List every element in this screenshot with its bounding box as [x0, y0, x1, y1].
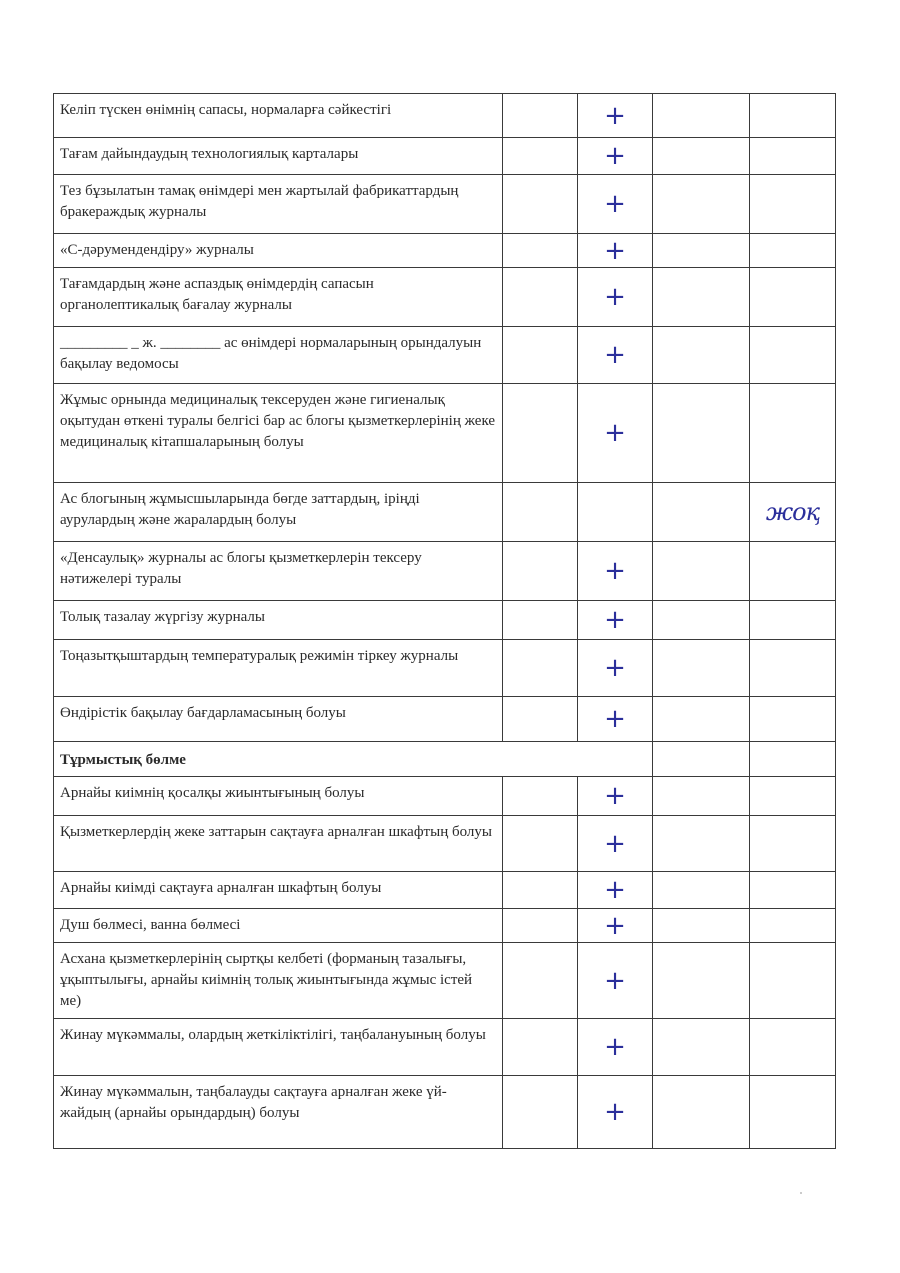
mark-cell-col4 — [653, 1019, 750, 1076]
mark-cell-col3 — [578, 1076, 653, 1149]
mark-cell-col2 — [503, 909, 578, 943]
mark-cell-col5 — [750, 138, 836, 175]
mark-cell-col4 — [653, 777, 750, 816]
mark-cell-col4 — [653, 327, 750, 384]
table-row — [54, 816, 836, 872]
handwritten-plus-mark: + — [604, 282, 626, 312]
item-text: Келіп түскен өнімнің сапасы, нормаларға сәйкестігі — [54, 94, 503, 138]
mark-cell-col2 — [503, 327, 578, 384]
mark-cell-col5 — [750, 872, 836, 909]
handwritten-plus-mark: + — [604, 556, 626, 586]
mark-cell-col4 — [653, 483, 750, 542]
mark-cell-col2 — [503, 872, 578, 909]
mark-cell-col2 — [503, 1019, 578, 1076]
mark-cell-col5 — [750, 697, 836, 742]
handwritten-plus-mark: + — [604, 141, 626, 171]
section-header-row — [54, 742, 836, 777]
item-text: Тоңазытқыштардың температуралық режимін тіркеу журналы — [54, 640, 503, 697]
handwritten-plus-mark: + — [604, 910, 626, 941]
mark-cell-col3 — [578, 872, 653, 909]
mark-cell-col2 — [503, 1076, 578, 1149]
mark-cell-col3 — [578, 384, 653, 483]
mark-cell-col2 — [503, 384, 578, 483]
mark-cell-col5 — [750, 327, 836, 384]
mark-cell-col5 — [750, 175, 836, 234]
mark-cell-col5 — [750, 742, 836, 777]
mark-cell-col3 — [578, 234, 653, 268]
handwritten-plus-mark: + — [604, 605, 626, 635]
mark-cell-col4 — [653, 234, 750, 268]
mark-cell-col4 — [653, 816, 750, 872]
mark-cell-col5 — [750, 943, 836, 1019]
table-row — [54, 268, 836, 327]
mark-cell-col4 — [653, 384, 750, 483]
table-row — [54, 640, 836, 697]
table-row — [54, 1019, 836, 1076]
mark-cell-col2 — [503, 138, 578, 175]
handwritten-plus-mark: + — [604, 828, 626, 859]
item-text: Ас блогының жұмысшыларында бөгде заттардың, іріңді аурулардың және жаралардың болуы — [54, 483, 503, 542]
handwritten-plus-mark: + — [604, 1032, 626, 1062]
mark-cell-col4 — [653, 640, 750, 697]
mark-cell-col3 — [578, 94, 653, 138]
mark-cell-col2 — [503, 234, 578, 268]
mark-cell-col3 — [578, 943, 653, 1019]
mark-cell-col2 — [503, 640, 578, 697]
mark-cell-col4 — [653, 909, 750, 943]
table-row — [54, 94, 836, 138]
item-text: Душ бөлмесі, ванна бөлмесі — [54, 909, 503, 943]
table-row — [54, 542, 836, 601]
mark-cell-col5 — [750, 601, 836, 640]
scan-speck — [800, 1192, 802, 1194]
item-text: «Денсаулық» журналы ас блогы қызметкерлерін тексеру нәтижелері туралы — [54, 542, 503, 601]
table-row — [54, 872, 836, 909]
mark-cell-col3 — [578, 640, 653, 697]
mark-cell-col5 — [750, 483, 836, 542]
mark-cell-col4 — [653, 601, 750, 640]
item-text: Өндірістік бақылау бағдарламасының болуы — [54, 697, 503, 742]
mark-cell-col4 — [653, 943, 750, 1019]
item-text: Жұмыс орнында медициналық тексеруден және гигиеналық оқытудан өткені туралы белгісі бар ас блогы қызметкерлерінің жеке медициналық кітапшаларының болуы — [54, 384, 503, 483]
mark-cell-col3 — [578, 601, 653, 640]
table-row — [54, 138, 836, 175]
mark-cell-col2 — [503, 601, 578, 640]
table-row — [54, 909, 836, 943]
handwritten-plus-mark: + — [604, 100, 626, 131]
mark-cell-col5 — [750, 542, 836, 601]
mark-cell-col2 — [503, 697, 578, 742]
mark-cell-col5 — [750, 268, 836, 327]
item-text: Тағам дайындаудың технологиялық карталары — [54, 138, 503, 175]
handwritten-plus-mark: + — [604, 235, 626, 266]
table-row — [54, 777, 836, 816]
handwritten-plus-mark: + — [604, 418, 626, 448]
mark-cell-col5 — [750, 816, 836, 872]
inspection-checklist-table — [53, 93, 836, 1149]
item-text: Қызметкерлердің жеке заттарын сақтауға арналған шкафтың болуы — [54, 816, 503, 872]
item-text: Жинау мүкәммалы, олардың жеткіліктілігі, таңбалануының болуы — [54, 1019, 503, 1076]
mark-cell-col2 — [503, 175, 578, 234]
mark-cell-col3 — [578, 483, 653, 542]
mark-cell-col4 — [653, 1076, 750, 1149]
mark-cell-col5 — [750, 94, 836, 138]
handwritten-plus-mark: + — [604, 875, 626, 905]
mark-cell-col2 — [503, 268, 578, 327]
mark-cell-col4 — [653, 542, 750, 601]
mark-cell-col3 — [578, 1019, 653, 1076]
mark-cell-col5 — [750, 1076, 836, 1149]
table-row — [54, 483, 836, 542]
mark-cell-col3 — [578, 175, 653, 234]
item-text: Асхана қызметкерлерінің сыртқы келбеті (форманың тазалығы, ұқыптылығы, арнайы киімнің толық жиынтығында жұмыс істей ме) — [54, 943, 503, 1019]
table-row — [54, 1076, 836, 1149]
mark-cell-col2 — [503, 94, 578, 138]
table-row — [54, 327, 836, 384]
mark-cell-col5 — [750, 640, 836, 697]
mark-cell-col4 — [653, 697, 750, 742]
item-text: Тағамдардың және аспаздық өнімдердің сапасын органолептикалық бағалау журналы — [54, 268, 503, 327]
mark-cell-col2 — [503, 483, 578, 542]
mark-cell-col3 — [578, 909, 653, 943]
item-text: Жинау мүкәммалын, таңбалауды сақтауға арналған жеке үй-жайдың (арнайы орындардың) болуы — [54, 1076, 503, 1149]
item-text: _________ _ ж. ________ ас өнімдері нормаларының орындалуын бақылау ведомосы — [54, 327, 503, 384]
handwritten-plus-mark: + — [604, 340, 626, 370]
mark-cell-col3 — [578, 816, 653, 872]
mark-cell-col3 — [578, 327, 653, 384]
item-text: Арнайы киімді сақтауға арналған шкафтың болуы — [54, 872, 503, 909]
item-text: Тез бұзылатын тамақ өнімдері мен жартылай фабрикаттардың бракераждық журналы — [54, 175, 503, 234]
handwritten-plus-mark: + — [604, 653, 626, 683]
handwritten-plus-mark: + — [604, 781, 626, 811]
mark-cell-col5 — [750, 384, 836, 483]
item-text: «С-дәрумендендіру» журналы — [54, 234, 503, 268]
mark-cell-col3 — [578, 542, 653, 601]
table-row — [54, 234, 836, 268]
item-text: Арнайы киімнің қосалқы жиынтығының болуы — [54, 777, 503, 816]
mark-cell-col4 — [653, 138, 750, 175]
mark-cell-col4 — [653, 872, 750, 909]
mark-cell-col5 — [750, 234, 836, 268]
mark-cell-col5 — [750, 909, 836, 943]
handwritten-plus-mark: + — [604, 704, 626, 734]
mark-cell-col2 — [503, 542, 578, 601]
table-row — [54, 697, 836, 742]
mark-cell-col3 — [578, 138, 653, 175]
mark-cell-col2 — [503, 777, 578, 816]
mark-cell-col5 — [750, 1019, 836, 1076]
table-row — [54, 384, 836, 483]
mark-cell-col3 — [578, 777, 653, 816]
handwritten-plus-mark: + — [604, 965, 626, 996]
handwritten-plus-mark: + — [604, 189, 626, 219]
table-row — [54, 601, 836, 640]
item-text: Толық тазалау жүргізу журналы — [54, 601, 503, 640]
mark-cell-col3 — [578, 697, 653, 742]
handwritten-note: жоқ — [765, 498, 820, 526]
mark-cell-col4 — [653, 94, 750, 138]
mark-cell-col2 — [503, 816, 578, 872]
table-row — [54, 175, 836, 234]
mark-cell-col4 — [653, 742, 750, 777]
section-title: Тұрмыстық бөлме — [54, 742, 653, 777]
mark-cell-col4 — [653, 175, 750, 234]
mark-cell-col2 — [503, 943, 578, 1019]
mark-cell-col3 — [578, 268, 653, 327]
mark-cell-col4 — [653, 268, 750, 327]
handwritten-plus-mark: + — [604, 1097, 626, 1127]
mark-cell-col5 — [750, 777, 836, 816]
table-row — [54, 943, 836, 1019]
